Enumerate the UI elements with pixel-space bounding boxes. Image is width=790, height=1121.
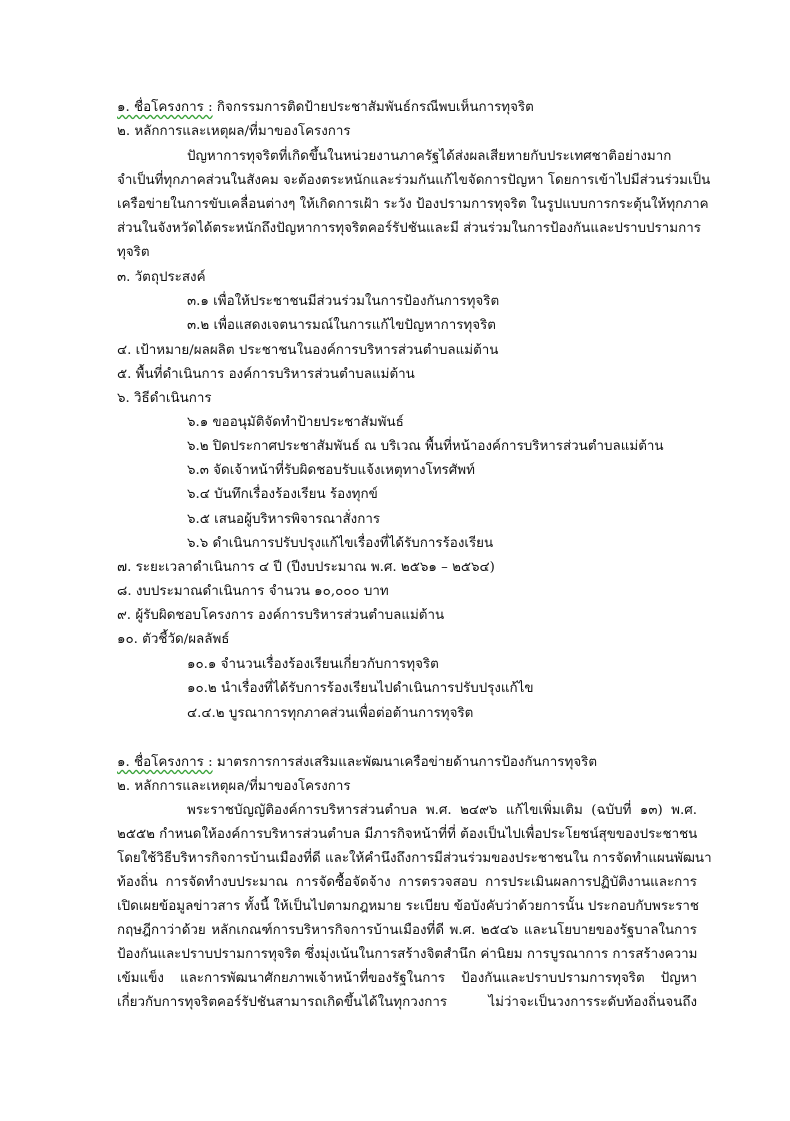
duration-line: ๗. ระยะเวลาดำเนินการ ๔ ปี (ปีงบประมาณ พ.ศ. ๒๕๖๑ – ๒๕๖๔) [117,560,495,575]
principle2-line-1: พระราชบัญญัติองค์การบริหารส่วนตำบล พ.ศ. ๒๔๙๖ แก้ไขเพิ่มเติม (ฉบับที่ ๑๓) พ.ศ. [187,803,697,818]
indicator-1: ๑๐.๑ จำนวนเรื่องร้องเรียนเกี่ยวกับการทุจริต [187,657,439,672]
principle2-line-2: ๒๕๕๒ กำหนดให้องค์การบริหารส่วนตำบล มีภารกิจหน้าที่ที่ ต้องเป็นไปเพื่อประโยชน์สุขของประชาชน [117,827,698,842]
project2-name-label: ๑. ชื่อโครงการ : [117,755,213,770]
principle2-line-9: เกี่ยวกับการทุจริตคอร์รัปชันสามารถเกิดขึ้นได้ในทุกวงการ ไม่ว่าจะเป็นวงการระดับท้องถิ่นจนถึง [117,995,697,1010]
method-6: ๖.๖ ดำเนินการปรับปรุงแก้ไขเรื่องที่ได้รับการร้องเรียน [187,536,494,551]
principle2-line-6: กฤษฎีกาว่าด้วย หลักเกณฑ์การบริหารกิจการบ้านเมืองที่ดี พ.ศ. ๒๕๔๖ และนโยบายของรัฐบาลในการ [117,923,697,938]
principle-line-3: เครือข่ายในการขับเคลื่อนต่างๆ ให้เกิดการเฝ้า ระวัง ป้องปรามการทุจริต ในรูปแบบการกระตุ้นให้ทุกภาค [117,197,709,212]
project-name-label: ๑. ชื่อโครงการ : [117,100,213,115]
method-3: ๖.๓ จัดเจ้าหน้าที่รับผิดชอบรับแจ้งเหตุทางโทรศัพท์ [187,463,475,478]
principle2-line-8: เข้มแข็ง และการพัฒนาศักยภาพเจ้าหน้าที่ของรัฐในการ ป้องกันและปราบปรามการทุจริต ปัญหา [117,971,697,986]
method-4: ๖.๔ บันทึกเรื่องร้องเรียน ร้องทุกข์ [187,487,378,502]
responsible-line: ๙. ผู้รับผิดชอบโครงการ องค์การบริหารส่วนตำบลแม่ต้าน [117,608,445,623]
budget-line: ๘. งบประมาณดำเนินการ จำนวน ๑๐,๐๐๐ บาท [117,584,389,599]
target-line: ๔. เป้าหมาย/ผลผลิต ประชาชนในองค์การบริหารส่วนตำบลแม่ต้าน [117,343,499,358]
principle2-line-7: ป้องกันและปราบปรามการทุจริต ซึ่งมุ่งเน้นในการสร้างจิตสำนึก ค่านิยม การบูรณาการ การสร้างความ [117,947,698,962]
principle2-line-4: ท้องถิ่น การจัดทำงบประมาณ การจัดซื้อจัดจ้าง การตรวจสอบ การประเมินผลการปฏิบัติงานและการ [117,875,697,890]
area-line: ๕. พื้นที่ดำเนินการ องค์การบริหารส่วนตำบลแม่ต้าน [117,367,415,382]
principle2-heading: ๒. หลักการและเหตุผล/ที่มาของโครงการ [117,779,351,794]
objective-1: ๓.๑ เพื่อให้ประชาชนมีส่วนร่วมในการป้องกันการทุจริต [187,294,500,309]
project2-name-value: มาตรการการส่งเสริมและพัฒนาเครือข่ายด้านการป้องกันการทุจริต [212,755,598,770]
project-name-value: กิจกรรมการติดป้ายประชาสัมพันธ์กรณีพบเห็นการทุจริต [212,100,534,115]
method-1: ๖.๑ ขออนุมัติจัดทำป้ายประชาสัมพันธ์ [187,415,404,430]
principle2-line-5: เปิดเผยข้อมูลข่าวสาร ทั้งนี้ ให้เป็นไปตามกฎหมาย ระเบียบ ข้อบังคับว่าด้วยการนั้น ประกอบกับพระราช [117,899,700,914]
project-name-line [117,96,534,120]
indicator-2: ๑๐.๒ นำเรื่องที่ได้รับการร้องเรียนไปดำเนินการปรับปรุงแก้ไข [187,681,534,696]
methods-heading: ๖. วิธีดำเนินการ [117,391,212,406]
principle-line-2: จำเป็นที่ทุกภาคส่วนในสังคม จะต้องตระหนักและร่วมกันแก้ไขจัดการปัญหา โดยการเข้าไปมีส่วนร่วมเป็น [117,173,711,188]
sub-measure-heading: ๔.๔.๒ บูรณาการทุกภาคส่วนเพื่อต่อต้านการทุจริต [187,706,474,721]
project2-name-line [117,751,597,775]
principle-line-4: ส่วนในจังหวัดได้ตระหนักถึงปัญหาการทุจริตคอร์รัปชันและมี ส่วนร่วมในการป้องกันและปราบปรามการ [117,221,701,236]
method-5: ๖.๕ เสนอผู้บริหารพิจารณาสั่งการ [187,512,381,527]
principle-heading: ๒. หลักการและเหตุผล/ที่มาของโครงการ [117,124,351,139]
principle-line-1: ปัญหาการทุจริตที่เกิดขึ้นในหน่วยงานภาครัฐได้ส่งผลเสียหายกับประเทศชาติอย่างมาก [187,149,672,164]
principle-line-5: ทุจริต [117,245,150,260]
indicators-heading: ๑๐. ตัวชี้วัด/ผลลัพธ์ [117,632,230,647]
method-2: ๖.๒ ปิดประกาศประชาสัมพันธ์ ณ บริเวณ พื้นที่หน้าองค์การบริหารส่วนตำบลแม่ต้าน [187,439,664,454]
objective-2: ๓.๒ เพื่อแสดงเจตนารมณ์ในการแก้ไขปัญหาการทุจริต [187,318,496,333]
objectives-heading: ๓. วัตถุประสงค์ [117,270,206,285]
principle2-line-3: โดยใช้วิธีบริหารกิจการบ้านเมืองที่ดี และให้คำนึงถึงการมีส่วนร่วมของประชาชนใน การจัดทำแผนพัฒนา [117,851,712,866]
